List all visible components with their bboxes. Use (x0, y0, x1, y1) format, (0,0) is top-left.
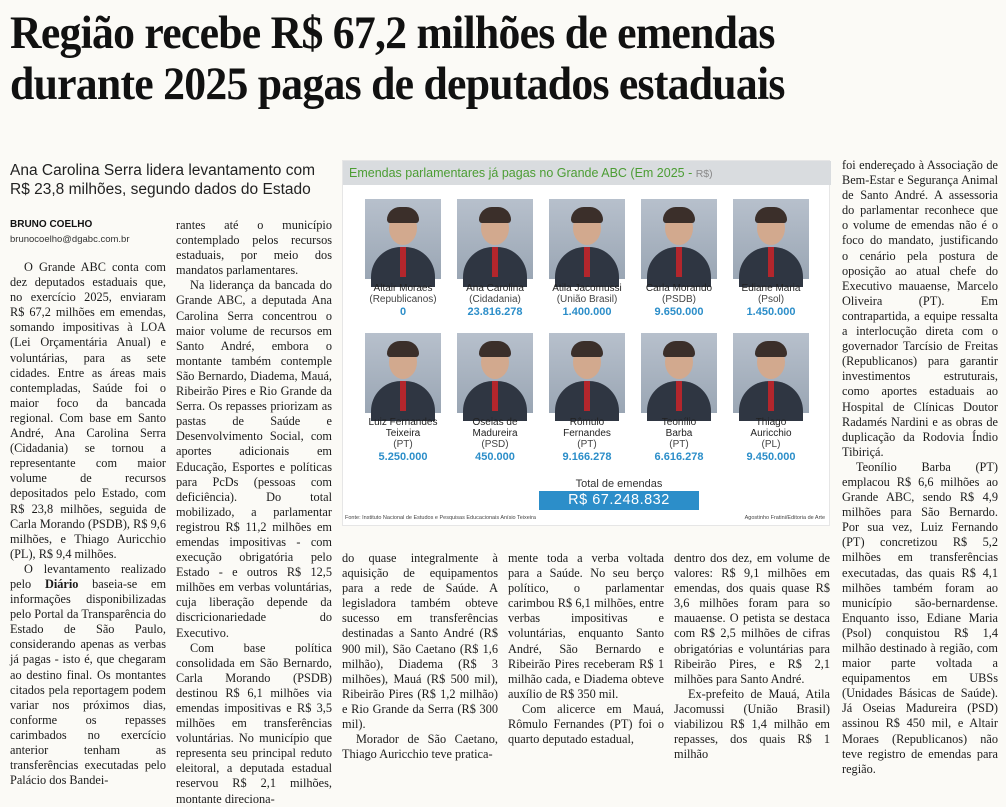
infographic-source: Fonte: Instituto Nacional de Estudos e Pesquisas Educacionais Anísio Teixeira (345, 515, 536, 521)
byline: BRUNO COELHO (10, 219, 93, 230)
article-column-2 (176, 218, 332, 806)
paragraph: Morador de São Caetano, Thiago Auricchio teve pratica- (342, 732, 498, 762)
article-column-5 (674, 551, 830, 762)
deputy-emendas-value: 1.400.000 (562, 306, 612, 318)
deputy-name: Carla Morando (645, 283, 713, 294)
article-column-3 (342, 551, 498, 762)
newspaper-name: Diário (44, 576, 79, 591)
author-email: brunocoelho@dgabc.com.br (10, 234, 130, 245)
deputy-photo (733, 199, 809, 279)
deputy-photo (549, 333, 625, 413)
paragraph: dentro dos dez, em volume de valores: R$ 9,1 milhões em emendas, dos quais quase R$ 3,6 milhões foram para so mauaense. O petista se destaca com R$ 2,5 milhões de cifras obrigatórias e voluntárias para Ribeirão Pires, e R$ 2,1 milhões para Santo André. (674, 551, 830, 686)
deputy-name: Thiago (755, 417, 787, 428)
paragraph: Na liderança da bancada do Grande ABC, a deputada Ana Carolina Serra concentrou o maior volume de recursos em Santo André, embora o montante também contemple São Bernardo, Diadema, Mauá, Ribeirão Pires e Rio Grande da Serra. Os repasses priorizam as pastas de Saúde e Desenvolvimento Social, com aportes adicionais em Educação, Esportes e políticas para PcDs (pessoas com deficiência). Do total mobilizado, a parlamentar registrou R$ 11,2 milhões em emendas impositivas - com execução obrigatória pelo Estado - e outros R$ 12,5 milhões em verbas voluntárias, cuja liberação depende da discricionariedade do Executivo. (176, 278, 332, 640)
deputy-party: (PSD) (481, 439, 509, 450)
deputy-name: Oseias de (472, 417, 518, 428)
paragraph: Com base política consolidada em São Bernardo, Carla Morando (PSDB) destinou R$ 6,1 milhões via emendas impositivas e R$ 3,5 milhões em transferências voluntárias. No município que representa seu principal reduto eleitoral, a deputada estadual reservou R$ 2,1 milhões, montante direciona- (176, 640, 332, 806)
infographic-title (343, 161, 831, 185)
deputy-photo (733, 333, 809, 413)
deputy-name: Ediane Maria (741, 283, 801, 294)
infographic-title-text: Emendas parlamentares já pagas no Grande ABC (Em 2025 - (349, 166, 696, 180)
deputy-party: (Psol) (757, 294, 785, 305)
text: O levantamento realizado pelo (10, 561, 166, 591)
deputy-name: Atila Jacomussi (552, 283, 622, 294)
deputy-party: (Cidadania) (469, 294, 521, 305)
paragraph: Teonílio Barba (PT) emplacou R$ 6,6 milhões ao Grande ABC, sendo R$ 4,9 milhões para São Bernardo. Por sua vez, Luiz Fernando (PT) concretizou R$ 5,2 milhões em transferências executadas, das quais R$ 4,1 milhões também foram ao município são-bernardense. Enquanto isso, Ediane Maria (Psol) conquistou R$ 1,4 milhão destinado à região, com maior parte voltada a equipamentos em UBSs (Unidades Básicas de Saúde). Já Oseias Madureira (PSD) assinou R$ 450 mil, e Altair Moraes (Republicanos) não teve registro de emendas para região. (842, 459, 998, 776)
article-column-1 (10, 260, 167, 788)
article-column-4 (508, 551, 664, 750)
headline-line-1: Região recebe R$ 67,2 milhões de emendas (10, 7, 775, 59)
paragraph: do quase integralmente à aquisição de equipamentos para a rede de Saúde. A legisladora também obteve sucesso em transferências destinadas a Santo André (R$ 900 mil), São Caetano (R$ 1,6 milhão), Diadema (R$ 3 milhões), Mauá (R$ 500 mil), Ribeirão Pires (R$ 1,2 milhão) e Rio Grande da Serra (R$ 300 mil). (342, 551, 498, 732)
deputy-emendas-value: 23.816.278 (467, 306, 523, 318)
total-label: Total de emendas (575, 478, 663, 490)
deputy-photo (549, 199, 625, 279)
deputy-emendas-value: 9.450.000 (746, 451, 796, 463)
paragraph: rantes até o município contemplado pelos recursos estaduais, por meio dos mandatos parlamentares. (176, 218, 332, 278)
paragraph: O Grande ABC conta com dez deputados estaduais que, no exercício 2025, enviaram R$ 67,2 milhões em emendas, somando impositivas à LOA (Lei Orçamentária Anual) e voluntárias, para as sete cidades. Entre as áreas mais contempladas, Saúde foi o maior foco da bancada regional. Com base em Santo André, Ana Carolina Serra (Cidadania) se tornou a representante com maior volume de recursos depositados pelo Estado, com R$ 23,8 milhões, seguida de Carla Morando (PSDB), R$ 9,6 milhões, e Thiago Auricchio (PL), R$ 9,4 milhões. (10, 260, 166, 561)
subtitle: Ana Carolina Serra lidera levantamento com R$ 23,8 milhões, segundo dados do Estado (10, 162, 315, 198)
deputy-party: (Republicanos) (369, 294, 437, 305)
deputy-photo (641, 333, 717, 413)
deputy-name: Rômulo (569, 417, 605, 428)
paragraph: mente toda a verba voltada para a Saúde. No seu berço político, o parlamentar carimbou R$ 6,1 milhões, entre verbas impositivas e voluntárias, enquanto Santo André, São Bernardo e Ribeirão Pires receberam R$ 1 milhão cada, e Diadema obteve auxílio de R$ 350 mil. (508, 551, 664, 701)
deputy-emendas-value: 450.000 (475, 451, 515, 463)
deputy-photo (641, 199, 717, 279)
deputy-photo (457, 333, 533, 413)
infographic-credit: Agostinho Fratini/Editoria de Arte (744, 515, 825, 521)
deputy-name: Luiz Fernandes (368, 417, 438, 428)
paragraph: Com alicerce em Mauá, Rômulo Fernandes (PT) foi o quarto deputado estadual, (508, 701, 664, 747)
deputy-party: (União Brasil) (556, 294, 618, 305)
paragraph (10, 562, 166, 788)
text: baseia-se em informações disponibilizadas pelo Portal da Transparência do Estado de São Paulo, considerando apenas as verbas já pagas - isto é, que chegaram ao destino final. Os montantes citados pela reportagem podem variar nos próximos dias, conforme os repasses carimbados no exercício anterior tenham as transferências executadas pelo Palácio dos Bandei- (10, 576, 167, 788)
headline-line-2: durante 2025 pagas de deputados estaduais (10, 58, 785, 110)
deputy-emendas-value: 1.450.000 (746, 306, 796, 318)
deputy-name: Altair Moraes (373, 283, 433, 294)
deputy-party: (PSDB) (662, 294, 696, 305)
deputy-party: (PT) (577, 439, 597, 450)
paragraph: Ex-prefeito de Mauá, Atila Jacomussi (União Brasil) viabilizou R$ 1,4 milhão em repasses, dos quais R$ 1 milhão (674, 686, 830, 762)
deputy-name-line-2: Barba (665, 428, 693, 439)
infographic-units: R$) (695, 168, 713, 180)
deputy-photo (365, 333, 441, 413)
deputy-name-line-2: Auricchio (750, 428, 792, 439)
article-column-6 (842, 158, 998, 776)
deputy-party: (PT) (393, 439, 413, 450)
deputy-photo (457, 199, 533, 279)
emendas-infographic (342, 160, 830, 526)
deputy-name-line-2: Fernandes (563, 428, 611, 439)
deputy-party: (PT) (669, 439, 689, 450)
deputy-name-line-2: Madureira (472, 428, 518, 439)
headline (10, 8, 931, 110)
deputy-photo (365, 199, 441, 279)
deputy-emendas-value: 5.250.000 (378, 451, 428, 463)
deputy-name: Ana Carolina (466, 283, 524, 294)
deputy-emendas-value: 9.166.278 (562, 451, 612, 463)
deputy-name: Teonílio (661, 417, 697, 428)
total-value: R$ 67.248.832 (539, 491, 699, 510)
deputy-party: (PL) (761, 439, 781, 450)
deputy-emendas-value: 0 (399, 306, 407, 318)
deputy-emendas-value: 6.616.278 (654, 451, 704, 463)
deputy-name-line-2: Teixeira (385, 428, 421, 439)
deputy-emendas-value: 9.650.000 (654, 306, 704, 318)
paragraph: foi endereçado à Associação de Bem-Estar e Segurança Animal de Santo André. A assessoria do parlamentar reconhece que o volume de emendas não é o foco do mandato, justificando o cenário pela postura de oposição ao atual chefe do Executivo mauaense, Marcelo Oliveira (PT). Em contrapartida, a equipe ressalta a interlocução direta com o governador Tarcísio de Freitas (Republicanos) para garantir investimentos estruturais, como aportes estaduais ao Hospital de Clínicas Doutor Radamés Nardini e as obras de duplicação da Rodovia Índio Tibiriçá. (842, 158, 998, 459)
